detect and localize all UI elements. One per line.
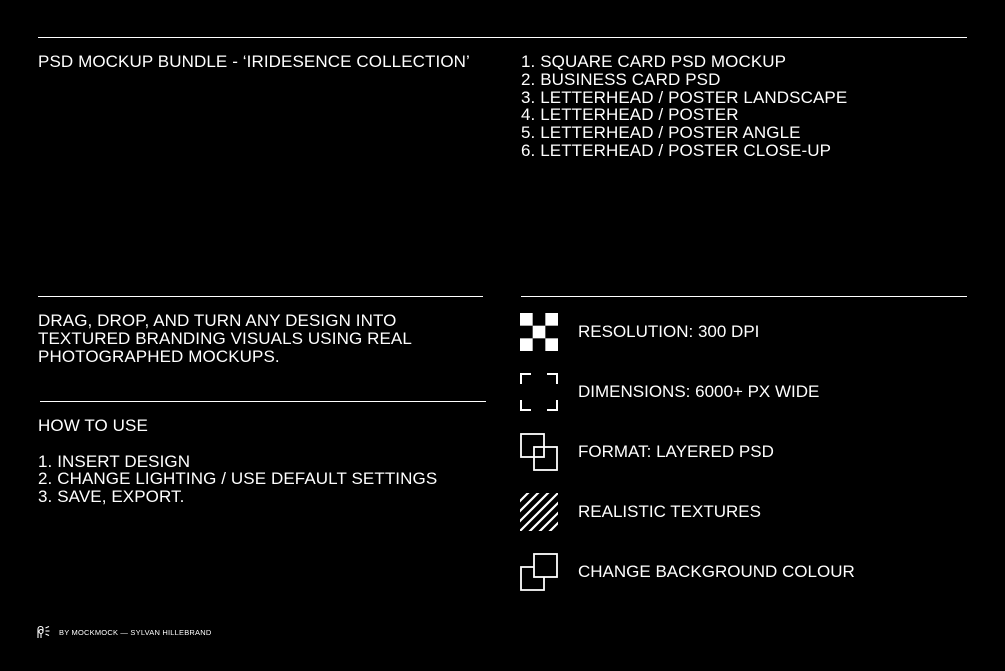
overlapping-squares-icon [520,553,558,591]
page-title: PSD MOCKUP BUNDLE - ‘IRIDESENCE COLLECTION’ [38,52,470,71]
contents-item: 3. LETTERHEAD / POSTER LANDSCAPE [521,87,848,107]
mockmock-logo-icon [36,625,51,640]
contents-item: 5. LETTERHEAD / POSTER ANGLE [521,123,801,143]
right-middle-divider [521,296,967,297]
feature-format [520,433,774,471]
description-line: DRAG, DROP, AND TURN ANY DESIGN INTO [38,311,397,330]
left-middle-divider [38,296,483,297]
checkerboard-icon [520,313,558,351]
feature-label: RESOLUTION: 300 DPI [578,322,760,341]
feature-label: FORMAT: LAYERED PSD [578,442,774,461]
how-to-section [38,417,437,506]
how-to-step: 2. CHANGE LIGHTING / USE DEFAULT SETTINGS [38,469,438,489]
feature-label: REALISTIC TEXTURES [578,502,761,521]
contents-item: 2. BUSINESS CARD PSD [521,69,721,89]
feature-background [520,553,855,591]
feature-resolution [520,313,760,351]
how-to-step: 1. INSERT DESIGN [38,451,191,471]
feature-dimensions [520,373,820,411]
footer-credit: BY MOCKMOCK — SYLVAN HILLEBRAND [59,628,212,637]
description [38,312,412,365]
how-to-heading: HOW TO USE [38,416,148,435]
feature-textures [520,493,761,531]
description-line: TEXTURED BRANDING VISUALS USING REAL [38,328,412,348]
footer [36,625,212,640]
layers-icon [520,433,558,471]
diagonal-stripes-icon [520,493,558,531]
contents-item: 1. SQUARE CARD PSD MOCKUP [521,52,787,71]
feature-label: DIMENSIONS: 6000+ PX WIDE [578,382,820,401]
contents-list [521,53,847,160]
contents-item: 4. LETTERHEAD / POSTER [521,105,739,125]
contents-item: 6. LETTERHEAD / POSTER CLOSE-UP [521,140,832,160]
how-to-divider [40,401,486,402]
how-to-step: 3. SAVE, EXPORT. [38,487,185,507]
top-divider [38,37,967,38]
description-line: PHOTOGRAPHED MOCKUPS. [38,346,280,366]
feature-label: CHANGE BACKGROUND COLOUR [578,562,855,581]
frame-corners-icon [520,373,558,411]
